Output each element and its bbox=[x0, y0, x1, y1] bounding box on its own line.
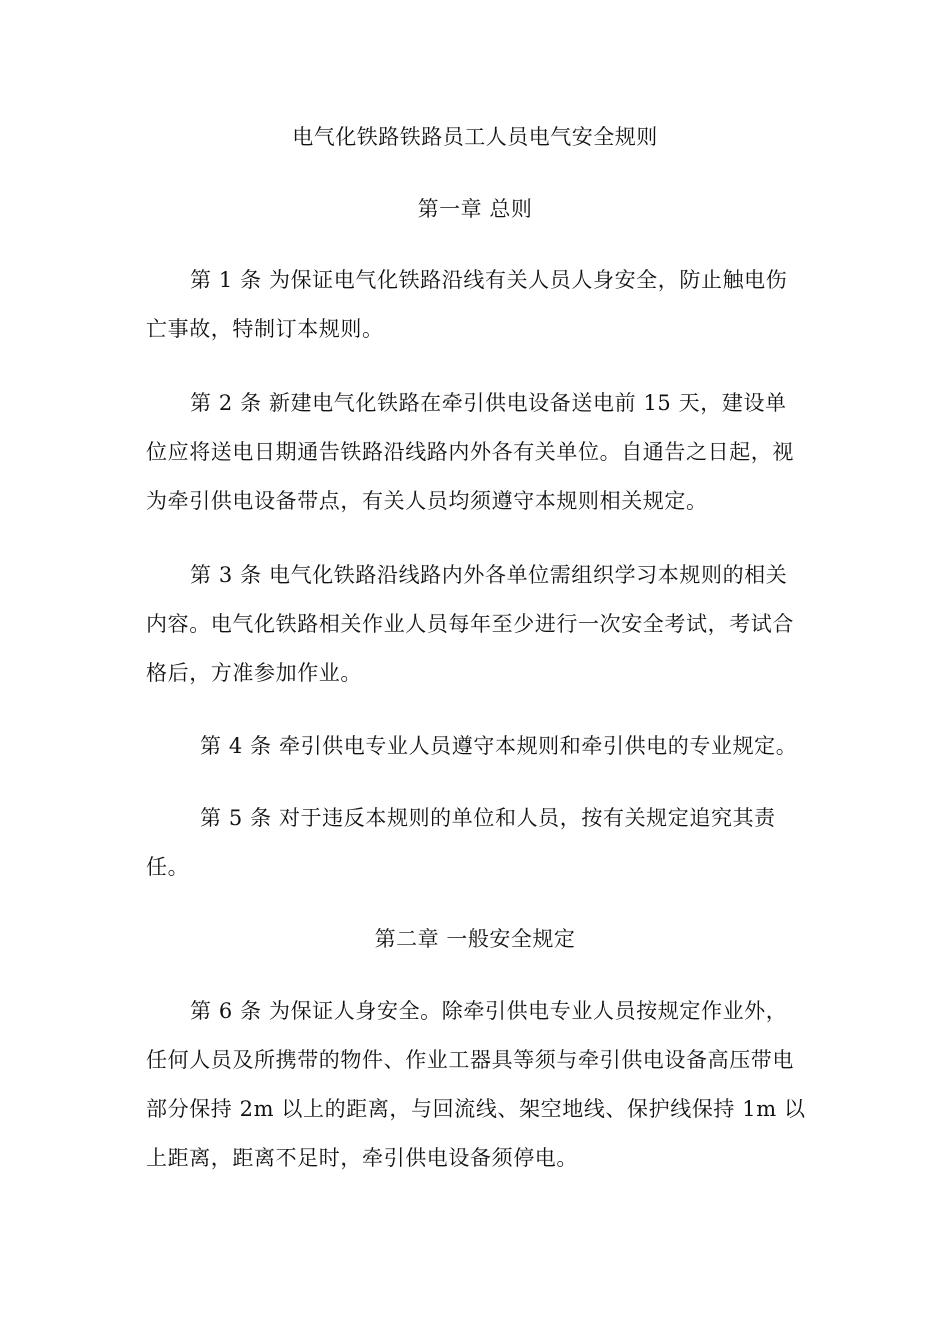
article-1-line-2: 亡事故，特制订本规则。 bbox=[146, 317, 384, 341]
article-5-line-2: 任。 bbox=[146, 855, 190, 879]
article-6-line-4: 上距离，距离不足时，牵引供电设备须停电。 bbox=[146, 1146, 578, 1170]
article-2-line-2: 位应将送电日期通告铁路沿线路内外各有关单位。自通告之日起，视 bbox=[146, 440, 794, 464]
article-6-line-3: 部分保持 2m 以上的距离，与回流线、架空地线、保护线保持 1m 以 bbox=[146, 1097, 806, 1121]
article-2-line-1: 第 2 条 新建电气化铁路在牵引供电设备送电前 15 天，建设单 bbox=[190, 391, 787, 415]
article-4-line-1: 第 4 条 牵引供电专业人员遵守本规则和牵引供电的专业规定。 bbox=[200, 734, 798, 758]
article-3-line-1: 第 3 条 电气化铁路沿线路内外各单位需组织学习本规则的相关 bbox=[190, 563, 788, 587]
article-3-line-3: 格后，方准参加作业。 bbox=[146, 661, 362, 685]
article-5-line-1: 第 5 条 对于违反本规则的单位和人员，按有关规定追究其责 bbox=[200, 806, 776, 830]
article-6-line-2: 任何人员及所携带的物件、作业工器具等须与牵引供电设备高压带电 bbox=[146, 1048, 794, 1072]
article-3-line-2: 内容。电气化铁路相关作业人员每年至少进行一次安全考试，考试合 bbox=[146, 612, 794, 636]
article-6-line-1: 第 6 条 为保证人身安全。除牵引供电专业人员按规定作业外， bbox=[190, 999, 788, 1023]
article-1-line-1: 第 1 条 为保证电气化铁路沿线有关人员人身安全，防止触电伤 bbox=[190, 268, 788, 292]
chapter-title-1: 第一章 总则 bbox=[417, 197, 533, 221]
document-title: 电气化铁路铁路员工人员电气安全规则 bbox=[292, 125, 658, 149]
article-2-line-3: 为牵引供电设备带点，有关人员均须遵守本规则相关规定。 bbox=[146, 489, 708, 513]
chapter-title-2: 第二章 一般安全规定 bbox=[374, 927, 576, 951]
